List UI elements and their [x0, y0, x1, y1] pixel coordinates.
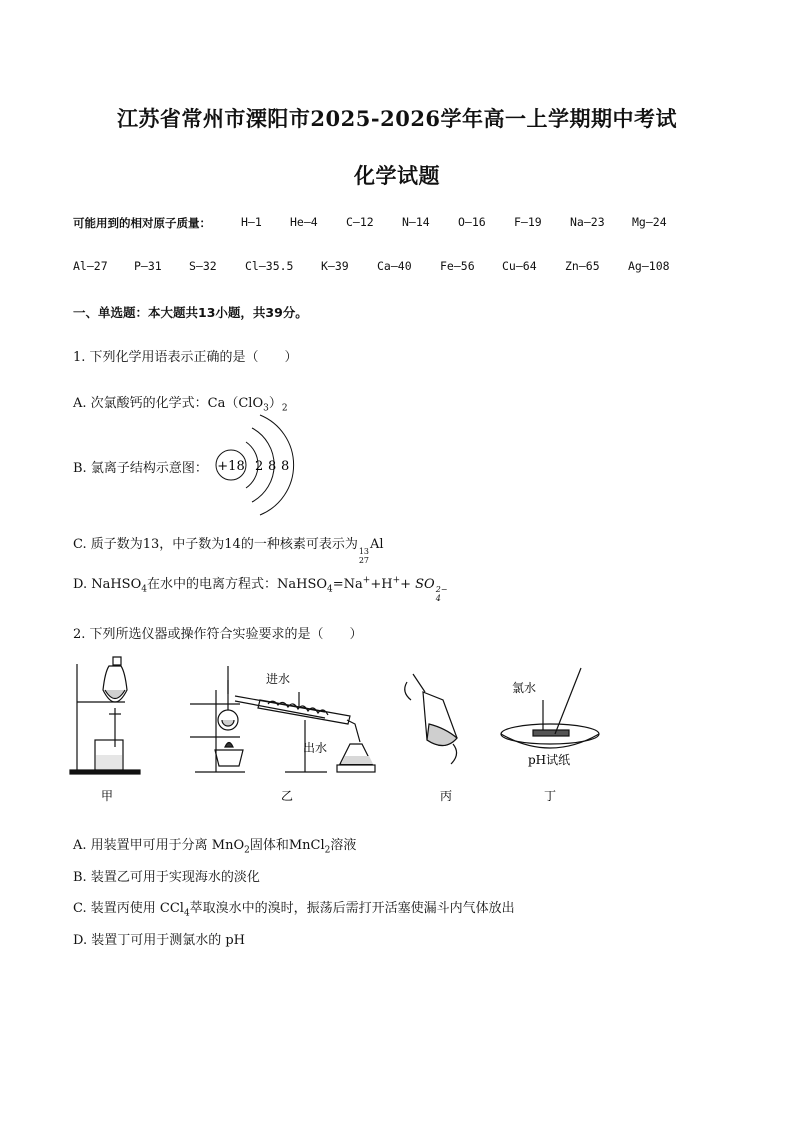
figure-label-yi: 乙 — [280, 789, 294, 803]
nuclide-symbol: Al — [370, 537, 384, 552]
shell-electron-count: 2 — [255, 459, 264, 474]
option-d-mid: 在水中的电离方程式：NaHSO — [146, 577, 328, 592]
figure-label-jia: 甲 — [100, 789, 114, 803]
question-2-stem: 2. 下列所选仪器或操作符合实验要求的是（ ） — [73, 627, 363, 642]
option-a-tail: 溶液 — [330, 838, 357, 853]
exam-subtitle: 化学试题 — [354, 163, 440, 188]
subscript: 2 — [324, 845, 331, 856]
outlet-label: 出水 — [303, 741, 328, 755]
atomic-mass-item: Al—27 — [73, 259, 108, 273]
atomic-mass-item: C—12 — [346, 215, 374, 229]
option-c-text: C. 质子数为13，中子数为14的一种核素可表示为 — [73, 537, 358, 552]
atomic-mass-item: Ca—40 — [377, 259, 412, 273]
ion-charge: 2− — [435, 585, 448, 594]
chlorine-water-label: 氯水 — [512, 681, 537, 695]
question-1-option-d — [73, 573, 449, 603]
ph-paper-label: pH试纸 — [528, 753, 571, 767]
apparatus-figure — [65, 652, 625, 807]
option-a-tail: ） — [268, 396, 282, 411]
ion-subscript: 4 — [435, 594, 441, 603]
atomic-mass-item: Cl—35.5 — [245, 259, 294, 273]
option-a-text: A. 用装置甲可用于分离 MnO — [73, 838, 245, 853]
question-1-stem: 1. 下列化学用语表示正确的是（ ） — [73, 350, 298, 365]
atomic-mass-item: S—32 — [189, 259, 217, 273]
option-a-text: A. 次氯酸钙的化学式：Ca（ClO — [73, 396, 264, 411]
atomic-mass-item: Na—23 — [570, 215, 605, 229]
nuclide-proton-number: 13 — [358, 547, 370, 556]
figure-label-ding: 丁 — [543, 789, 557, 803]
shell-electron-count: 8 — [281, 459, 290, 474]
atomic-mass-item: F—19 — [514, 215, 542, 229]
atomic-mass-item: K—39 — [321, 259, 349, 273]
atomic-mass-row-1 — [73, 215, 713, 231]
option-c-text: C. 装置丙使用 CCl — [73, 901, 184, 916]
atomic-mass-item: He—4 — [290, 215, 318, 229]
option-d-plus: +H — [370, 577, 393, 592]
question-2-option-d: D. 装置丁可用于测氯水的 pH — [73, 933, 246, 948]
question-1-option-b — [73, 457, 208, 476]
sulfate-ion: SO — [415, 577, 435, 592]
figure-label-bing: 丙 — [439, 789, 453, 803]
subscript: 3 — [263, 403, 269, 414]
atomic-mass-item: H—1 — [241, 215, 262, 229]
option-c-tail: 萃取溴水中的溴时，振荡后需打开活塞使漏斗内气体放出 — [189, 901, 515, 916]
shell-electron-count: 8 — [268, 459, 277, 474]
exam-title: 江苏省常州市溧阳市2025-2026学年高一上学期期中考试 — [116, 106, 678, 131]
apparatus-bing — [405, 674, 457, 764]
option-d-plus2: + — [400, 577, 416, 592]
question-1-option-a — [73, 392, 288, 414]
option-b-text: B. 氯离子结构示意图： — [73, 461, 208, 476]
atomic-mass-item: O—16 — [458, 215, 486, 229]
option-a-mid: 固体和MnCl — [249, 838, 325, 853]
atomic-mass-item: Fe—56 — [440, 259, 475, 273]
atomic-mass-row-2 — [73, 259, 713, 273]
section-heading: 一、单选题：本大题共13小题，共39分。 — [73, 305, 308, 320]
option-d-eq: =Na — [332, 577, 363, 592]
question-2-option-a — [73, 834, 356, 856]
option-d-text: D. NaHSO — [73, 577, 142, 592]
nuclide-notation — [359, 547, 369, 565]
nuclide-mass-number: 27 — [358, 556, 370, 565]
atomic-mass-item: Cu—64 — [502, 259, 537, 273]
atomic-mass-item: P—31 — [134, 259, 162, 273]
subscript: 2 — [281, 403, 288, 414]
subscript: 2 — [244, 845, 250, 856]
inlet-label: 进水 — [266, 672, 291, 686]
atomic-mass-item: N—14 — [402, 215, 430, 229]
ion-charge-stack — [436, 585, 448, 603]
atomic-mass-item: Ag—108 — [628, 259, 670, 273]
superscript: + — [362, 575, 371, 586]
apparatus-jia — [70, 657, 140, 774]
subscript: 4 — [183, 908, 190, 919]
apparatus-ding — [501, 668, 599, 748]
question-2-option-c — [73, 897, 515, 919]
question-2-option-b: B. 装置乙可用于实现海水的淡化 — [73, 870, 260, 885]
atomic-mass-item: Zn—65 — [565, 259, 600, 273]
question-1-option-c — [73, 533, 384, 565]
atomic-mass-item: Mg—24 — [632, 215, 667, 229]
chloride-ion-structure-diagram — [210, 412, 310, 520]
subscript: 4 — [141, 584, 147, 595]
nucleus-charge: +18 — [217, 459, 245, 474]
subscript: 4 — [327, 584, 333, 595]
atomic-mass-label: 可能用到的相对原子质量： — [73, 216, 211, 230]
superscript: + — [392, 575, 401, 586]
